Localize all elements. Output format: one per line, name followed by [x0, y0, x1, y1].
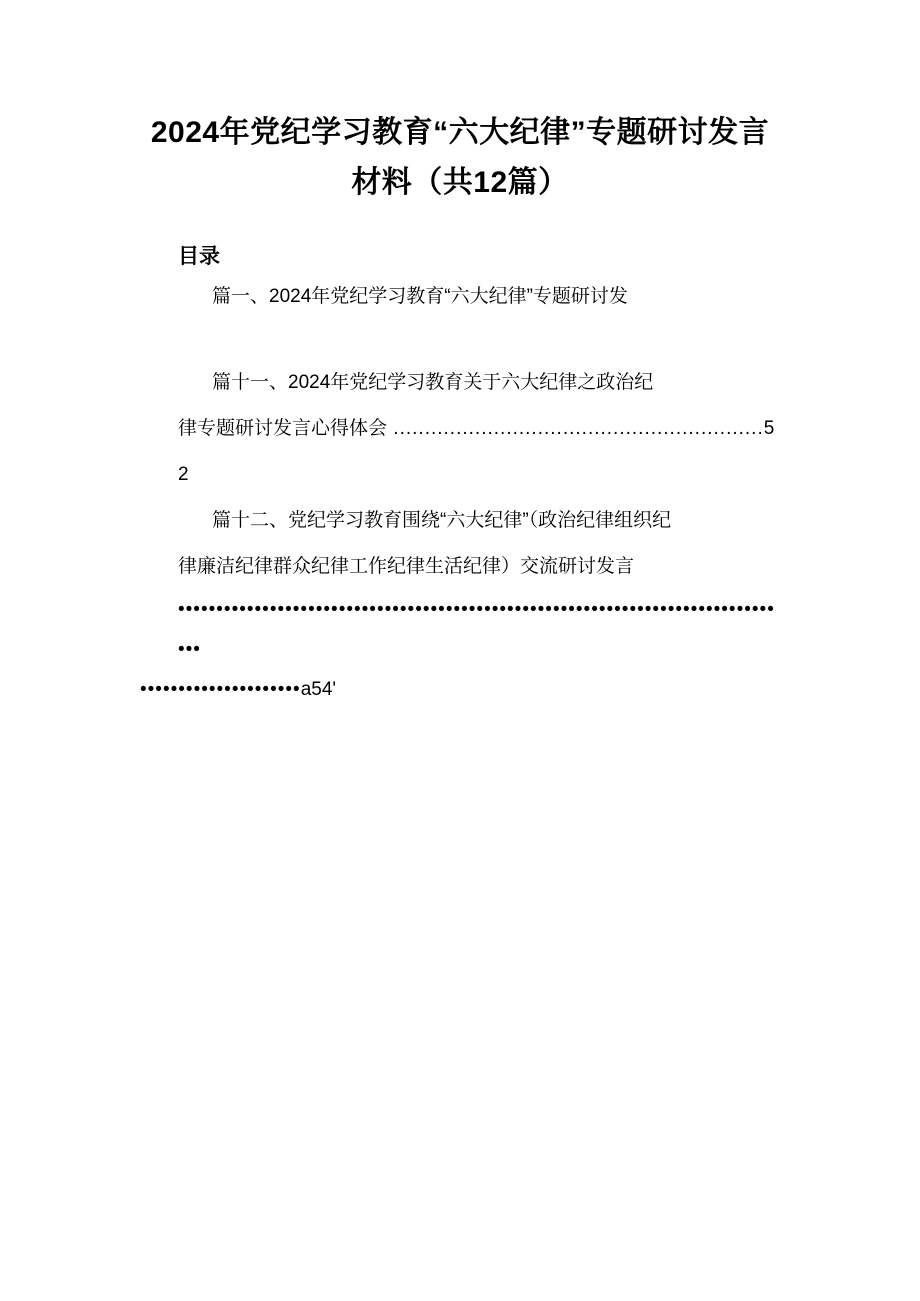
toc-heading: 目录: [178, 245, 220, 268]
toc-leader: ...........................................................: [387, 418, 764, 439]
toc-page-number: 52: [178, 418, 775, 485]
list-item: [0, 498, 920, 544]
list-item: [0, 406, 920, 498]
toc-page-number: a54': [300, 679, 337, 700]
toc-entry-text: 律专题研讨发言心得体会: [178, 418, 388, 439]
list-item: [0, 544, 920, 590]
toc-entry-text: 篇十二、党纪学习教育围绕“六大纪律”（政治纪律组织纪: [212, 510, 672, 531]
list-item: [0, 590, 920, 670]
page-title: 2024年党纪学习教育“六大纪律”专题研讨发言材料（共12篇）: [150, 116, 770, 199]
toc-leader: •••••••••••••••••••••: [140, 679, 301, 700]
toc-entry-text: 篇十一、2024年党纪学习教育关于六大纪律之政治纪: [212, 372, 654, 393]
list-item: [0, 360, 920, 406]
table-of-contents: [0, 274, 920, 710]
list-item: [0, 274, 920, 320]
toc-entry-text: 律廉洁纪律群众纪律工作纪律生活纪律）交流研讨发言: [178, 556, 635, 577]
toc-leader: •••••••••••••••••••••••••••••••••••••••••••••••••••••••••••••••••••••••••••••••••: [178, 599, 775, 660]
toc-entry-text: 篇一、2024年党纪学习教育“六大纪律”专题研讨发: [212, 286, 628, 307]
list-item: [0, 670, 920, 710]
